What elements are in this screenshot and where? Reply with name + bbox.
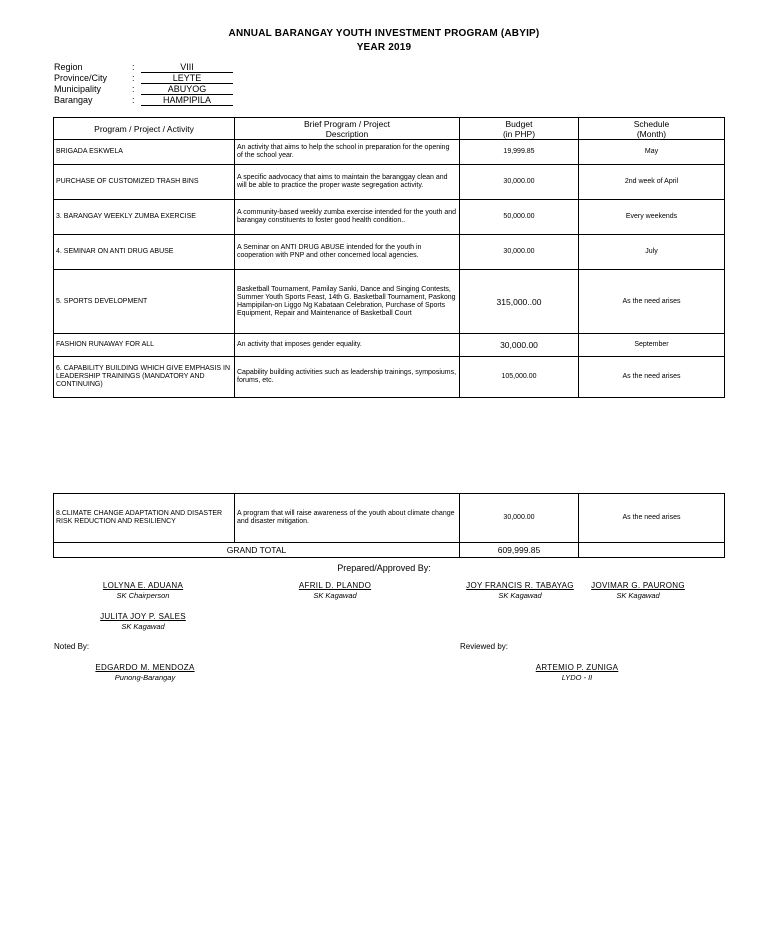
row-description: Capability building activities such as leadership trainings, symposiums, forums, etc. xyxy=(235,357,460,398)
row-budget: 105,000.00 xyxy=(460,357,579,398)
signatory-name: ARTEMIO P. ZUNIGA xyxy=(535,663,619,672)
row-budget: 30,000.00 xyxy=(460,235,579,270)
table-row xyxy=(54,200,725,235)
row-budget: 30,000.00 xyxy=(460,165,579,200)
region-value: VIII xyxy=(141,62,233,73)
row-budget: 315,000..00 xyxy=(460,270,579,334)
signatory-sk-chairperson xyxy=(73,580,213,601)
prepared-by-label: Prepared/Approved By: xyxy=(337,563,431,573)
barangay-colon: : xyxy=(132,95,135,105)
signatory-position: LYDO - II xyxy=(561,673,593,682)
header-schedule-line1: Schedule xyxy=(633,118,670,129)
grand-total-value: 609,999.85 xyxy=(460,543,579,558)
row-description: A community-based weekly zumba exercise intended for the youth and barangay constituents to foster good health condition.. xyxy=(235,200,460,235)
signatory-position: SK Kagawad xyxy=(121,622,165,631)
signatory-kagawad-1 xyxy=(265,580,405,601)
row-description: An activity that imposes gender equality. xyxy=(235,334,460,357)
header-description-line1: Brief Program / Project xyxy=(304,118,390,129)
row-schedule: May xyxy=(579,140,725,165)
row-description: A Seminar on ANTI DRUG ABUSE intended for the youth in cooperation with PNP and other concerned local agencies. xyxy=(235,235,460,270)
signatory-name: AFRIL D. PLANDO xyxy=(298,581,372,590)
row-description: A specific aadvocacy that aims to maintain the baranggay clean and will be able to practice the proper waste segregation activity. xyxy=(235,165,460,200)
header-description xyxy=(235,118,460,140)
signatory-name: EDGARDO M. MENDOZA xyxy=(95,663,195,672)
row-program: 4. SEMINAR ON ANTI DRUG ABUSE xyxy=(54,235,235,270)
signatory-position: SK Kagawad xyxy=(616,591,660,600)
row-budget: 50,000.00 xyxy=(460,200,579,235)
municipality-value: ABUYOG xyxy=(141,84,233,95)
signatory-kagawad-3 xyxy=(583,580,693,601)
province-value: LEYTE xyxy=(141,73,233,84)
program-table-continued xyxy=(53,493,725,558)
signatory-kagawad-2 xyxy=(452,580,588,601)
signatory-name: LOLYNA E. ADUANA xyxy=(102,581,184,590)
row-description: An activity that aims to help the school in preparation for the opening of the school year. xyxy=(235,140,460,165)
row-budget: 19,999.85 xyxy=(460,140,579,165)
grand-total-empty-cell xyxy=(579,543,725,558)
reviewed-by-signatory xyxy=(507,662,647,683)
province-label: Province/City xyxy=(54,73,108,83)
municipality-label: Municipality xyxy=(54,84,102,94)
province-colon: : xyxy=(132,73,135,83)
header-description-line2: Description xyxy=(325,128,369,139)
barangay-label: Barangay xyxy=(54,95,93,105)
table-row xyxy=(54,165,725,200)
header-budget-line2: (in PHP) xyxy=(502,128,536,139)
row-program: FASHION RUNAWAY FOR ALL xyxy=(54,334,235,357)
table-row xyxy=(54,334,725,357)
signatory-name: JOVIMAR G. PAURONG xyxy=(591,581,685,590)
row-description: A program that will raise awareness of the youth about climate change and disaster mitigation. xyxy=(235,494,460,543)
row-program: PURCHASE OF CUSTOMIZED TRASH BINS xyxy=(54,165,235,200)
header-schedule xyxy=(579,118,725,140)
signatory-position: SK Chairperson xyxy=(116,591,170,600)
signatory-position: SK Kagawad xyxy=(498,591,542,600)
signatory-position: SK Kagawad xyxy=(313,591,357,600)
signatory-kagawad-4 xyxy=(73,611,213,632)
barangay-value: HAMPIPILA xyxy=(141,95,233,106)
row-schedule: 2nd week of April xyxy=(579,165,725,200)
row-program: BRIGADA ESKWELA xyxy=(54,140,235,165)
table-row xyxy=(54,270,725,334)
row-schedule: As the need arises xyxy=(579,494,725,543)
grand-total-label: GRAND TOTAL xyxy=(54,543,460,558)
row-schedule: As the need arises xyxy=(579,357,725,398)
row-schedule: As the need arises xyxy=(579,270,725,334)
municipality-colon: : xyxy=(132,84,135,94)
region-label: Region xyxy=(54,62,83,72)
row-program: 6. CAPABILITY BUILDING WHICH GIVE EMPHASIS IN LEADERSHIP TRAININGS (MANDATORY AND CONTINUING) xyxy=(54,357,235,398)
document-title: ANNUAL BARANGAY YOUTH INVESTMENT PROGRAM (ABYIP) xyxy=(228,28,540,39)
table-row xyxy=(54,494,725,543)
header-schedule-line2: (Month) xyxy=(636,128,667,139)
table-row xyxy=(54,140,725,165)
header-program: Program / Project / Activity xyxy=(54,118,235,140)
table-row xyxy=(54,357,725,398)
noted-by-signatory xyxy=(75,662,215,683)
row-schedule: September xyxy=(579,334,725,357)
signatory-name: JOY FRANCIS R. TABAYAG xyxy=(466,581,574,590)
row-budget: 30,000.00 xyxy=(460,334,579,357)
table-header-row xyxy=(54,118,725,140)
row-description: Basketball Tournament, Pamilay Sanki, Dance and Singing Contests, Summer Youth Sports Feast, 14th G. Basketball Tournament, Paskong Hampipilan-on Liggo Ng Kabataan Celebration, Purchase of Sports Equipment, Repair and Maintenance of Basketball Court xyxy=(235,270,460,334)
header-budget-line1: Budget xyxy=(505,118,533,129)
row-schedule: July xyxy=(579,235,725,270)
header-budget xyxy=(460,118,579,140)
row-schedule: Every weekends xyxy=(579,200,725,235)
table-row xyxy=(54,235,725,270)
document-year: YEAR 2019 xyxy=(356,42,412,53)
row-budget: 30,000.00 xyxy=(460,494,579,543)
region-colon: : xyxy=(132,62,135,72)
signatory-name: JULITA JOY P. SALES xyxy=(100,612,186,621)
signatory-position: Punong-Barangay xyxy=(114,673,176,682)
grand-total-row xyxy=(54,543,725,558)
row-program: 8.CLIMATE CHANGE ADAPTATION AND DISASTER RISK REDUCTION AND RESILIENCY xyxy=(54,494,235,543)
reviewed-by-label: Reviewed by: xyxy=(460,642,509,651)
row-program: 3. BARANGAY WEEKLY ZUMBA EXERCISE xyxy=(54,200,235,235)
program-table xyxy=(53,117,725,398)
noted-by-label: Noted By: xyxy=(54,642,90,651)
row-program: 5. SPORTS DEVELOPMENT xyxy=(54,270,235,334)
